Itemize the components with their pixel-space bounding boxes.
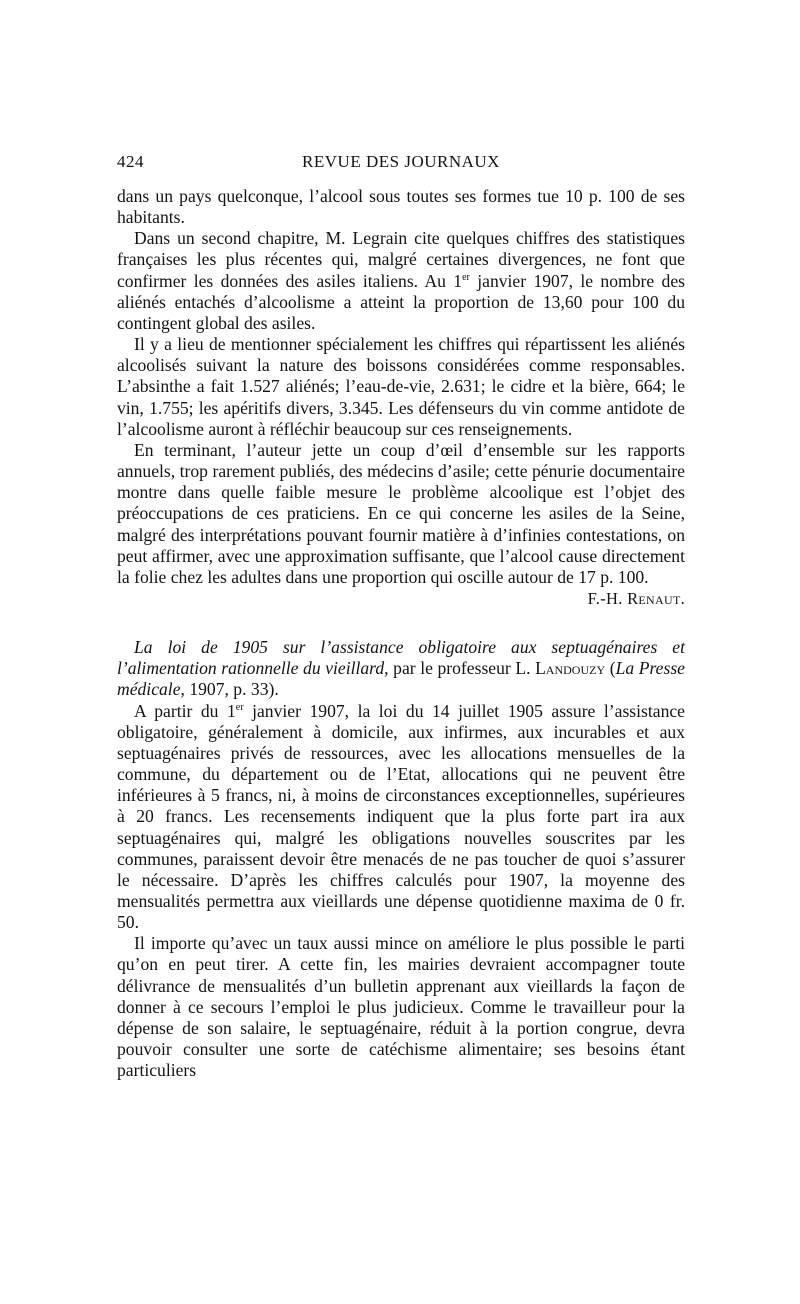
paragraph-law-1905	[117, 701, 685, 934]
text-segment: (	[605, 658, 616, 679]
author-signature	[117, 588, 685, 609]
ordinal-superscript: er	[235, 701, 244, 713]
text-segment: janvier 1907, le nombre des aliénés entachés d’alcoolisme a atteint la proportion de 13,60 pour 100 du contingent global des asiles.	[117, 270, 685, 333]
paragraph-conclusion: En terminant, l’auteur jette un coup d’œil d’ensemble sur les rapports annuels, trop rarement publiés, des médecins d’asile; cette pénurie documentaire montre dans quelle faible mesure le problème alcoolique est l’objet des préoccupations de ces praticiens. En ce qui concerne les asiles de la Seine, malgré des interprétations pouvant fournir matière à d’infinies contestations, on peut affirmer, avec une approximation suffisante, que l’alcool cause directement la folie chez les adultes dans une proportion qui oscille autour de 17 p. 100.	[117, 439, 685, 587]
body-text	[117, 186, 685, 1081]
article-title: La loi de 1905 sur l’assistance obligatoire aux septuagénaires et l’alimentation rationnelle du vieillard,	[117, 637, 685, 679]
signature-initials: F.-H.	[587, 588, 628, 608]
running-head	[117, 152, 685, 176]
ordinal-superscript: er	[462, 271, 470, 283]
paragraph-french-statistics	[117, 228, 685, 334]
article-heading	[117, 637, 685, 700]
article-source: La Presse médicale	[117, 658, 685, 700]
article-author: Landouzy	[535, 658, 606, 679]
paragraph-beverage-figures: Il y a lieu de mentionner spécialement les chiffres qui répartissent les aliénés alcoolisés suivant la nature des boissons considérées comme responsables. L’absinthe a fait 1.527 aliénés; l’eau-de-vie, 2.631; le cidre et la bière, 664; le vin, 1.755; les apéritifs divers, 3.345. Les défenseurs du vin comme antidote de l’alcoolisme auront à réfléchir beaucoup sur ces renseignements.	[117, 334, 685, 439]
signature-surname: Renaut.	[627, 588, 685, 608]
text-segment: , 1907, p. 33).	[180, 679, 279, 700]
text-segment: par le professeur L.	[388, 658, 536, 679]
journal-title: REVUE DES JOURNAUX	[302, 152, 500, 171]
text-segment: janvier 1907, la loi du 14 juillet 1905 assure l’assistance obligatoire, généralement à domicile, aux infirmes, aux incurables et aux septuagénaires privés de ressources, avec les allocations mensuelles de la commune, du département ou de l’Etat, allocations qui ne peuvent être inférieures à 5 francs, ni, à moins de circonstances exceptionnelles, supérieures à 20 francs. Les recensements indiquent que la plus forte part ira aux septuagénaires qui, malgré les obligations nouvelles souscrites par les communes, paraissent devoir être menacés de ne pas toucher de quoi s’assurer le nécessaire. D’après les chiffres calculés pour 1907, la moyenne des mensualités permettra aux vieillards une dépense quotidienne maxima de 0 fr. 50.	[117, 700, 685, 933]
text-segment: A partir du 1	[134, 700, 236, 721]
paragraph-alcohol-mortality: dans un pays quelconque, l’alcool sous toutes ses formes tue 10 p. 100 de ses habitants.	[117, 186, 685, 228]
paragraph-food-guidance: Il importe qu’avec un taux aussi mince on améliore le plus possible le parti qu’on en peut tirer. A cette fin, les mairies devraient accompagner toute délivrance de mensualités d’un bulletin apprenant aux vieillards la façon de donner à ce secours l’emploi le plus judicieux. Comme le travailleur pour la dépense de son salaire, le septuagénaire, réduit à la portion congrue, devra pouvoir consulter une sorte de catéchisme alimentaire; ses besoins étant particuliers	[117, 933, 685, 1081]
text-segment: Dans un second chapitre, M. Legrain cite quelques chiffres des statistiques françaises les plus récentes qui, malgré certaines divergences, ne font que confirmer les données des asiles italiens. Au 1	[117, 228, 685, 291]
section-spacer	[117, 609, 685, 637]
page-number: 424	[117, 152, 144, 171]
